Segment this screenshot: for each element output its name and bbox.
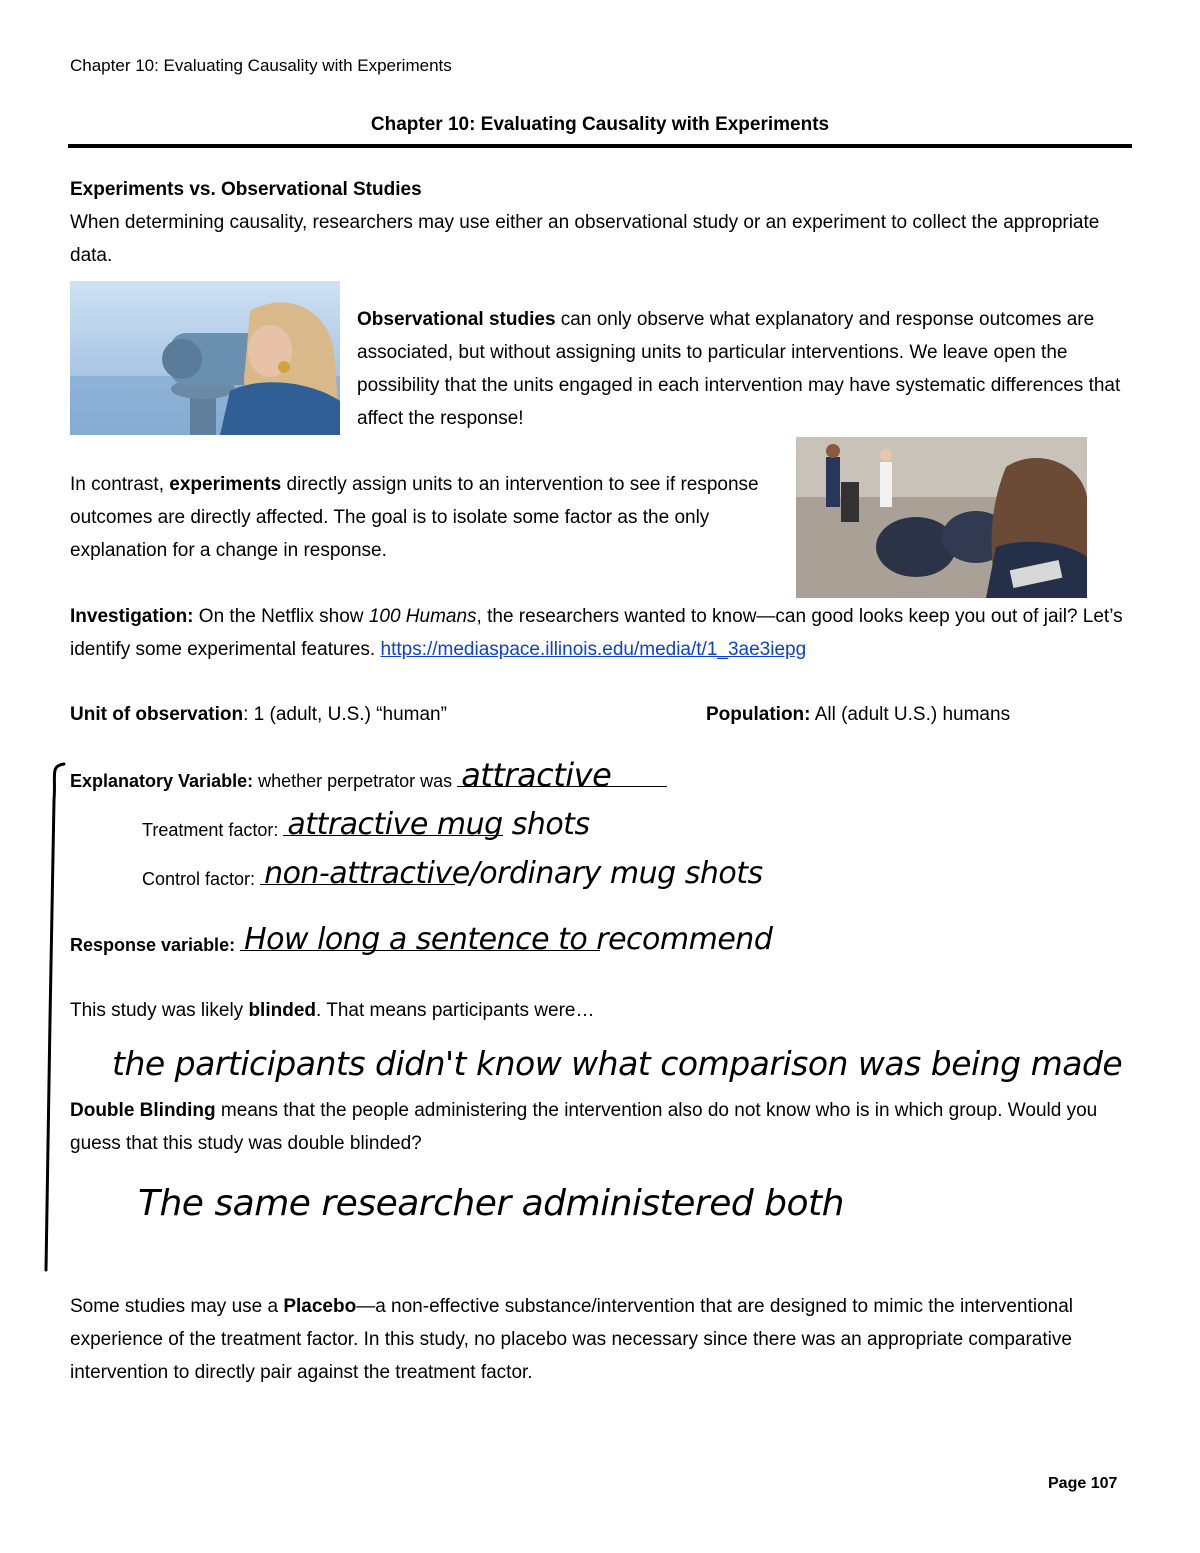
unit-value: : 1 (adult, U.S.) “human” <box>243 704 447 725</box>
investigation-paragraph <box>70 600 1135 666</box>
placebo-term: Placebo <box>283 1296 357 1317</box>
blinded-answer[interactable]: the participants didn't know what comparison was being made <box>112 1044 1123 1083</box>
control-answer: non-attractive/ordinary mug shots <box>264 856 763 891</box>
observational-paragraph <box>357 303 1137 435</box>
control-label: Control factor: <box>142 869 256 889</box>
response-variable <box>70 922 773 962</box>
response-answer-blank[interactable] <box>240 922 773 957</box>
experiments-lead: In contrast, <box>70 474 170 495</box>
mediaspace-link[interactable]: https://mediaspace.illinois.edu/media/t/1_3ae3iepg <box>380 639 807 660</box>
experiments-paragraph <box>70 468 770 567</box>
audience-illustration <box>796 437 1087 598</box>
investigation-post: , the researchers wanted to know—can good looks keep you out of jail? Let’s identify some experimental features. <box>70 606 1123 660</box>
double-blinding-paragraph <box>70 1094 1135 1160</box>
unit-of-observation <box>70 698 447 731</box>
page-title: Chapter 10: Evaluating Causality with Experiments <box>370 114 830 135</box>
placebo-pre: Some studies may use a <box>70 1296 284 1317</box>
response-answer: How long a sentence to recommend <box>244 922 773 957</box>
blinded-post: . That means participants were… <box>316 1000 595 1021</box>
experiments-text: directly assign units to an intervention to see if response outcomes are directly affected. The goal is to isolate some factor as the only explanation for a change in response. <box>70 474 759 561</box>
explanatory-answer: attractive <box>461 756 612 794</box>
handwritten-margin-bracket <box>38 760 68 1280</box>
section-intro: When determining causality, researchers may use either an observational study or an experiment to collect the appropriate data. <box>70 212 1100 266</box>
explanatory-prompt: whether perpetrator was <box>253 771 458 791</box>
observational-term: Observational studies <box>357 309 556 330</box>
show-title: 100 Humans <box>368 606 477 627</box>
unit-label: Unit of observation <box>70 704 244 725</box>
woman-with-binoculars-illustration <box>70 281 340 435</box>
binoculars-photo <box>70 281 340 435</box>
section-experiments-vs-observational <box>70 173 1130 272</box>
response-label: Response variable: <box>70 935 236 955</box>
section-heading: Experiments vs. Observational Studies <box>70 179 422 200</box>
title-divider <box>68 144 1132 148</box>
treatment-answer: attractive mug shots <box>287 807 590 842</box>
placebo-paragraph <box>70 1290 1135 1389</box>
control-factor <box>142 856 763 896</box>
control-answer-blank[interactable] <box>260 856 763 891</box>
observational-text: can only observe what explanatory and response outcomes are associated, but without assigning units to particular interventions. We leave open the possibility that the units engaged in each intervention may have systematic differences that affect the response! <box>357 309 1121 429</box>
treatment-factor <box>142 807 590 847</box>
treatment-label: Treatment factor: <box>142 820 279 840</box>
running-header: Chapter 10: Evaluating Causality with Experiments <box>70 56 452 75</box>
explanatory-answer-blank[interactable] <box>457 756 667 794</box>
experiment-audience-photo <box>796 437 1087 598</box>
population-label: Population: <box>706 704 811 725</box>
double-blinding-term: Double Blinding <box>70 1100 216 1121</box>
population <box>706 698 1010 731</box>
placebo-text: —a non-effective substance/intervention that are designed to mimic the interventional experience of the treatment factor. In this study, no placebo was necessary since there was an appropriate comparative intervention to directly pair against the treatment factor. <box>70 1296 1073 1383</box>
page-number: Page 107 <box>1048 1475 1118 1492</box>
explanatory-label: Explanatory Variable: <box>70 771 254 791</box>
blinded-pre: This study was likely <box>70 1000 249 1021</box>
experiments-term: experiments <box>169 474 282 495</box>
investigation-label: Investigation: <box>70 606 194 627</box>
explanatory-variable <box>70 756 667 798</box>
population-value: All (adult U.S.) humans <box>810 704 1011 725</box>
double-blinding-answer[interactable]: The same researcher administered both <box>138 1183 844 1224</box>
investigation-pre: On the Netflix show <box>193 606 369 627</box>
treatment-answer-blank[interactable] <box>283 807 590 842</box>
blinded-prompt <box>70 994 594 1027</box>
blinded-term: blinded <box>248 1000 317 1021</box>
double-blinding-text: means that the people administering the intervention also do not know who is in which group. Would you guess that this study was double blinded? <box>70 1100 1098 1154</box>
